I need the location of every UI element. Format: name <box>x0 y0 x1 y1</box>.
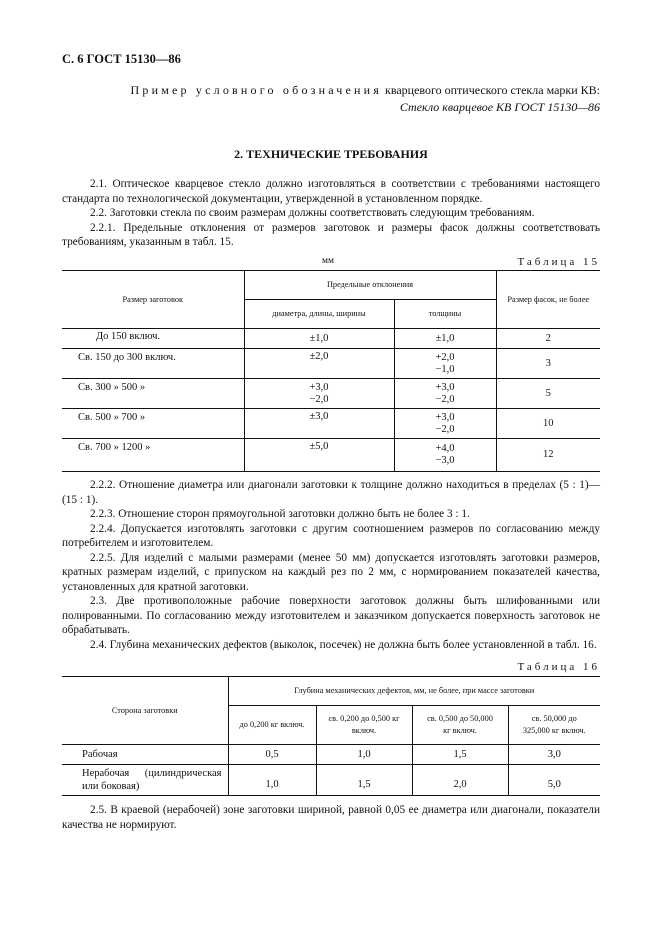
example-text: кварцевого оптического стекла марки КВ: <box>381 83 600 97</box>
paragraph-2-4: 2.4. Глубина механических дефектов (выколок, посечек) не должна быть более установленной в табл. 16. <box>90 638 597 651</box>
designation-example <box>62 82 600 116</box>
paragraph-bottom <box>62 803 600 832</box>
table16-col-2: св. 0,200 до 0,500 кг включ. <box>316 706 412 745</box>
table16-header-side: Сторона заготовки <box>62 677 228 745</box>
table16-caption: Таблица 16 <box>517 661 600 673</box>
table15-header-chamfer: Размер фасок, не более <box>496 271 600 329</box>
table-row: Св. 500 » 700 » ±3,0 +3,0 −2,0 10 <box>62 409 600 439</box>
table-15 <box>62 270 600 472</box>
paragraph-2-1: 2.1. Оптическое кварцевое стекло должно изготовляться в соответствии с требованиями настоящего стандарта по технологической документации, утвержденной в установленном порядке. <box>62 178 600 205</box>
table15-unit: мм <box>322 256 335 266</box>
table16-col-4: св. 50,000 до 325,000 кг включ. <box>508 706 600 745</box>
table15-header-diameter: диаметра, длины, ширины <box>244 300 394 329</box>
table-row: Св. 300 » 500 » +3,0 −2,0 +3,0 −2,0 5 <box>62 379 600 409</box>
table-row: До 150 включ. ±1,0 ±1,0 2 <box>62 329 600 349</box>
paragraph-2-2: 2.2. Заготовки стекла по своим размерам должны соответствовать следующим требованиям. <box>90 207 535 219</box>
table-row: Нерабочая (цилиндрическая или боковая) 1,0 1,5 2,0 5,0 <box>62 765 600 796</box>
table-row: Св. 150 до 300 включ. ±2,0 +2,0 −1,0 3 <box>62 349 600 379</box>
table-row: Рабочая 0,5 1,0 1,5 3,0 <box>62 745 600 765</box>
table15-header-deviation: Предельные отклонения <box>244 271 496 300</box>
page-header: С. 6 ГОСТ 15130—86 <box>62 52 181 66</box>
section-title: 2. ТЕХНИЧЕСКИЕ ТРЕБОВАНИЯ <box>234 147 428 161</box>
paragraph-2-5: 2.5. В краевой (нерабочей) зоне заготовки шириной, равной 0,05 ее диаметра или диагонали, показатели качества не нормируют. <box>62 804 600 831</box>
paragraph-2-2-1: 2.2.1. Предельные отклонения от размеров заготовок и размеры фасок должны соответствовать требованиям, указанным в табл. 15. <box>62 221 600 248</box>
example-label: Пример условного обозначения <box>130 83 382 97</box>
paragraph-2-2-4: 2.2.4. Допускается изготовлять заготовки с другим соотношением размеров по согласованию между потребителем и изготовителем. <box>62 522 600 549</box>
paragraph-2-3: 2.3. Две противоположные рабочие поверхности заготовок должны быть шлифованными или полированными. По согласованию между изготовителем и заказчиком допускается поверхность заготовок не обрабатывать. <box>62 595 600 636</box>
table15-caption: Таблица 15 <box>517 256 600 268</box>
example-designation: Стекло кварцевое КВ ГОСТ 15130—86 <box>399 100 600 114</box>
paragraph-2-2-2: 2.2.2. Отношение диаметра или диагонали заготовки к толщине должно находиться в пределах (5 : 1)—(15 : 1). <box>62 479 600 506</box>
paragraph-2-2-3: 2.2.3. Отношение сторон прямоугольной заготовки должно быть не более 3 : 1. <box>90 508 470 520</box>
paragraph-2-2-5: 2.2.5. Для изделий с малыми размерами (менее 50 мм) допускается изготовлять заготовки размеров, кратных размерам изделий, с припуском на каждый рез по 2 мм, с нормированием показателей качества, установленных для кратной заготовки. <box>62 551 600 593</box>
table15-header-thickness: толщины <box>394 300 496 329</box>
table16-col-3: св. 0,500 до 50,000 кг включ. <box>412 706 508 745</box>
paragraphs-mid <box>62 478 600 652</box>
table-16 <box>62 676 600 796</box>
table16-header-depth: Глубина механических дефектов, мм, не более, при массе заготовки <box>228 677 600 706</box>
table-row: Св. 700 » 1200 » ±5,0 +4,0 −3,0 12 <box>62 439 600 472</box>
paragraphs-top <box>62 177 600 250</box>
table15-header-size: Размер заготовок <box>62 271 244 329</box>
table16-col-1: до 0,200 кг включ. <box>228 706 316 745</box>
